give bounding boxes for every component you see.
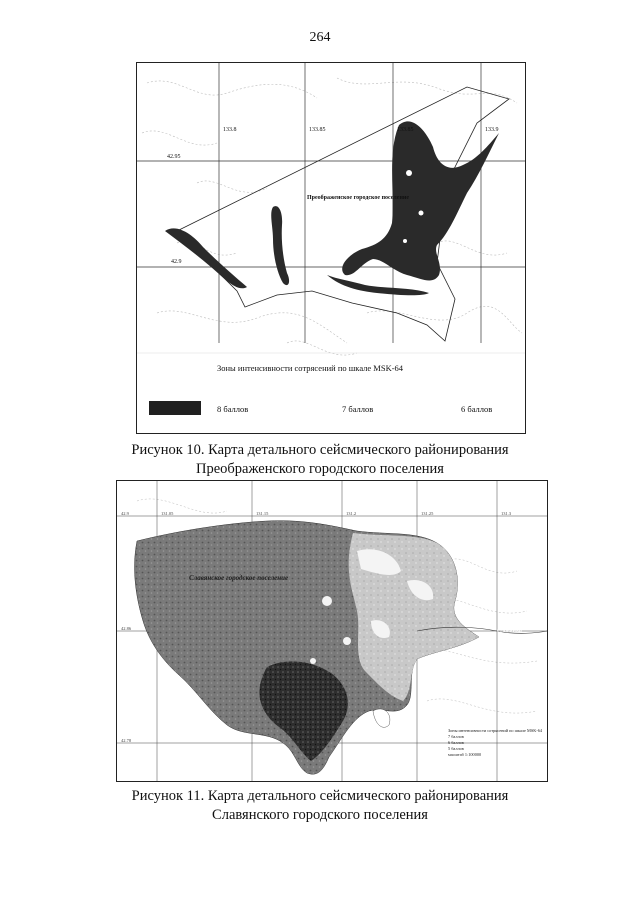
legend-label: 8 баллов	[217, 404, 249, 414]
legend-line: 5 баллов	[448, 746, 464, 751]
map-drawing	[137, 63, 525, 433]
legend-title: Зоны интенсивности сотрясений по шкале MSK-64	[217, 363, 404, 373]
legend-line: масштаб 1:100000	[448, 752, 482, 757]
seismic-map-slavyanka	[116, 480, 548, 782]
town-label: Славянка	[497, 628, 522, 634]
legend-label: 7 баллов	[342, 404, 374, 414]
longitude-tick: 133.85	[397, 127, 414, 133]
caption-line: Славянского городского поселения	[212, 807, 428, 823]
latitude-tick: 42.95	[167, 154, 181, 160]
longitude-tick: 131.05	[161, 511, 174, 516]
caption-line: Рисунок 10. Карта детального сейсмического районирования	[131, 442, 509, 458]
latitude-tick: 42.78	[121, 738, 132, 743]
figure-10-caption	[0, 441, 640, 479]
map-legend	[448, 728, 542, 758]
figure-11-caption	[0, 787, 640, 825]
longitude-tick: 133.85	[309, 127, 326, 133]
longitude-tick: 131.15	[256, 511, 269, 516]
latitude-tick: 42.9	[171, 259, 182, 265]
page-number: 264	[309, 30, 331, 45]
legend-line: 6 баллов	[448, 740, 464, 745]
longitude-tick: 133.8	[223, 127, 237, 133]
legend-label: 6 баллов	[461, 404, 493, 414]
seismic-map-preobrazhenie	[136, 62, 526, 434]
longitude-tick: 131.2	[346, 511, 357, 516]
longitude-tick: 131.3	[501, 511, 512, 516]
longitude-tick: 133.9	[485, 127, 499, 133]
latitude-tick: 42.9	[121, 511, 129, 516]
longitude-tick: 131.25	[421, 511, 434, 516]
legend-line: 7 баллов	[448, 734, 464, 739]
legend-swatch-8	[149, 401, 201, 415]
caption-line: Рисунок 11. Карта детального сейсмического районирования	[131, 788, 509, 804]
settlement-label: Славянское городское поселение	[189, 574, 289, 582]
legend-line: Зоны интенсивности сотрясений по шкале MSK-64	[448, 728, 543, 733]
settlement-label: Преображенское городское поселение	[307, 195, 410, 201]
latitude-tick: 42.86	[121, 626, 132, 631]
caption-line: Преображенского городского поселения	[196, 461, 444, 477]
